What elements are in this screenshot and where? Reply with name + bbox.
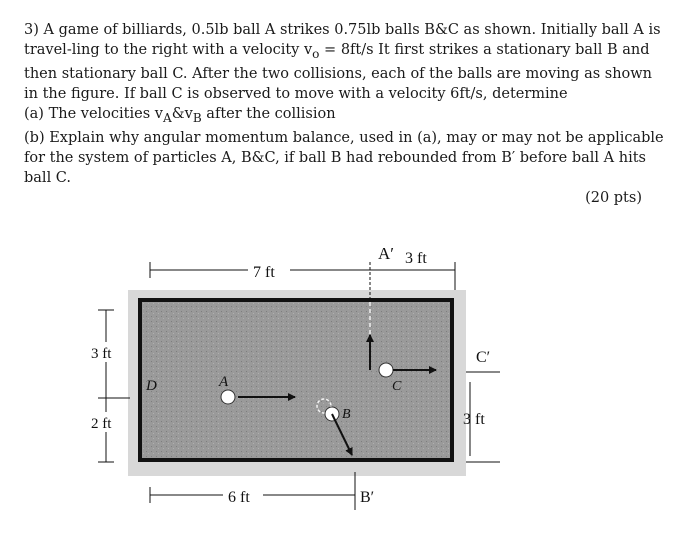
dim-2ft-left: 2 ft: [91, 416, 112, 432]
table-felt: [140, 300, 452, 460]
label-d: D: [146, 378, 157, 394]
dim-3ft-left: 3 ft: [91, 346, 112, 362]
dim-7ft: 7 ft: [253, 264, 275, 281]
points-label: (20 pts): [585, 189, 642, 206]
dim-6ft: 6 ft: [228, 489, 250, 506]
ball-c: [379, 363, 393, 377]
label-a: A: [219, 374, 229, 390]
label-a-prime: A′: [378, 244, 394, 263]
part-b: (b) Explain why angular momentum balance, used in (a), may or may not be applicable for the system of particles A, B&C, if ball B had rebounded from B′ before ball A hits ball C.: [24, 129, 664, 186]
label-c-prime: C′: [476, 349, 491, 366]
label-c: C: [392, 379, 402, 394]
dim-3ft-right: 3 ft: [463, 411, 485, 428]
problem-intro: 3) A game of billiards, 0.5lb ball A strikes 0.75lb balls B&C as shown. Initially ball A is travel-ling to the right with a velocity $v_o = 8ft/s$ It first strikes a stationary ball B and then stationary ball C. After the two collisions, each of the balls are moving as shown in the figure. If ball C is observed to move with a velocity 6ft/s, determine: [24, 22, 661, 102]
label-b: B: [342, 407, 351, 422]
part-a: (a) The velocities $v_A\&v_B$ after the collision: [24, 105, 336, 125]
ball-a: [221, 390, 235, 404]
label-b-prime: B′: [360, 489, 375, 506]
dim-3ft-top: 3 ft: [405, 250, 427, 267]
